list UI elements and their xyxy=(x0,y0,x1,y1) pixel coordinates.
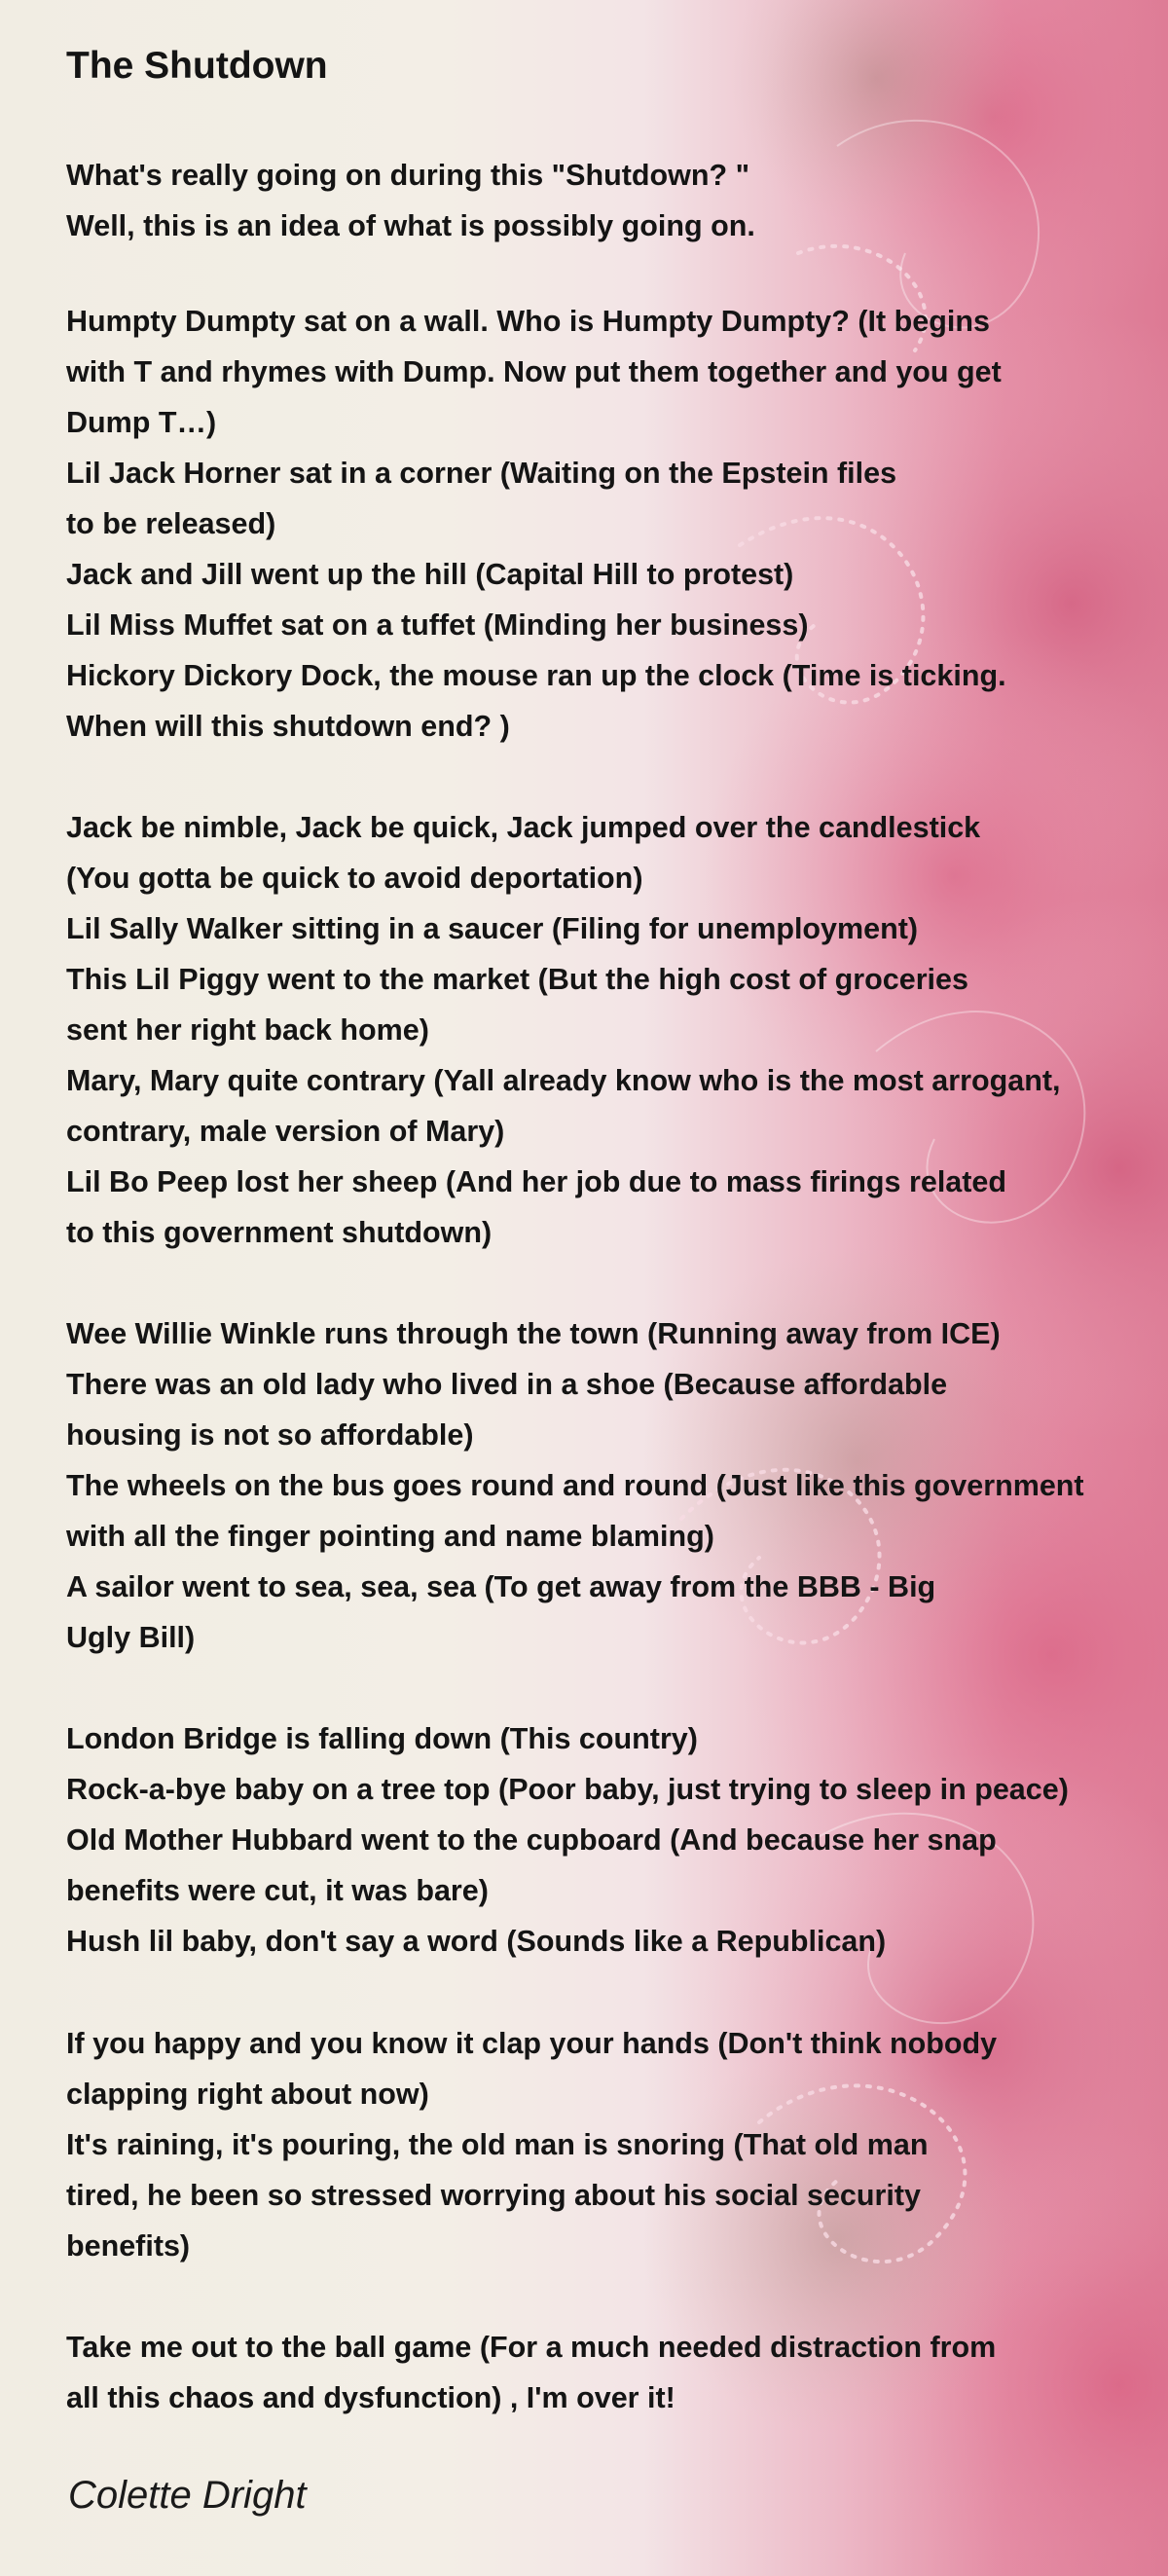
stanza-3 xyxy=(66,802,1161,1258)
poem-line: A sailor went to sea, sea, sea (To get away from the BBB - Big xyxy=(66,1570,936,1603)
poem-line: benefits were cut, it was bare) xyxy=(66,1874,489,1907)
poem-line: Take me out to the ball game (For a much needed distraction from xyxy=(66,2331,997,2364)
poem-author[interactable]: Colette Dright xyxy=(68,2474,307,2517)
poem-line: Ugly Bill) xyxy=(66,1621,196,1654)
poem-line: Well, this is an idea of what is possibly going on. xyxy=(66,209,755,242)
poem-line: If you happy and you know it clap your hands (Don't think nobody xyxy=(66,2027,998,2060)
poem-line: What's really going on during this "Shutdown? " xyxy=(66,159,750,192)
poem-line: sent her right back home) xyxy=(66,1013,429,1047)
poem-line: tired, he been so stressed worrying about his social security xyxy=(66,2179,921,2212)
poem-line: Jack and Jill went up the hill (Capital Hill to protest) xyxy=(66,558,794,591)
poem-line: Dump T…) xyxy=(66,406,217,439)
poem-line: Lil Sally Walker sitting in a saucer (Filing for unemployment) xyxy=(66,912,919,945)
poem-line: There was an old lady who lived in a shoe (Because affordable xyxy=(66,1368,948,1401)
poem-line: Hickory Dickory Dock, the mouse ran up the clock (Time is ticking. xyxy=(66,659,1006,692)
poem-line: London Bridge is falling down (This country) xyxy=(66,1722,698,1755)
poem-line: to be released) xyxy=(66,507,276,540)
stanza-2 xyxy=(66,296,1161,752)
poem-line: contrary, male version of Mary) xyxy=(66,1115,505,1148)
poem-line: Humpty Dumpty sat on a wall. Who is Humpty Dumpty? (It begins xyxy=(66,305,990,338)
poem-line: housing is not so affordable) xyxy=(66,1418,474,1452)
poem-line: Lil Jack Horner sat in a corner (Waiting on the Epstein files xyxy=(66,457,897,490)
stanza-7 xyxy=(66,2322,1161,2423)
poem-line: Old Mother Hubbard went to the cupboard (And because her snap xyxy=(66,1823,997,1857)
stanza-1 xyxy=(66,150,1161,251)
poem-line: to this government shutdown) xyxy=(66,1216,493,1249)
poem-line: The wheels on the bus goes round and round (Just like this government xyxy=(66,1469,1084,1502)
poem-line: Hush lil baby, don't say a word (Sounds like a Republican) xyxy=(66,1925,887,1958)
poem-line: It's raining, it's pouring, the old man is snoring (That old man xyxy=(66,2128,929,2161)
poem-line: clapping right about now) xyxy=(66,2078,429,2111)
poem-line: with all the finger pointing and name blaming) xyxy=(66,1520,714,1553)
poem-line: When will this shutdown end? ) xyxy=(66,710,510,743)
stanza-5 xyxy=(66,1713,1161,1967)
stanza-4 xyxy=(66,1308,1161,1663)
stanza-6 xyxy=(66,2018,1161,2271)
poem-line: This Lil Piggy went to the market (But the high cost of groceries xyxy=(66,963,968,996)
poem-line: with T and rhymes with Dump. Now put them together and you get xyxy=(66,355,1002,388)
poem-line: (You gotta be quick to avoid deportation) xyxy=(66,862,643,895)
poem-line: Mary, Mary quite contrary (Yall already know who is the most arrogant, xyxy=(66,1064,1061,1097)
poem-title: The Shutdown xyxy=(66,45,328,87)
poem-line: Wee Willie Winkle runs through the town (Running away from ICE) xyxy=(66,1317,1001,1350)
poem-line: Jack be nimble, Jack be quick, Jack jumped over the candlestick xyxy=(66,811,981,844)
poem-line: Lil Miss Muffet sat on a tuffet (Minding her business) xyxy=(66,608,809,642)
poem-line: Lil Bo Peep lost her sheep (And her job due to mass firings related xyxy=(66,1165,1007,1198)
poem-line: benefits) xyxy=(66,2229,191,2263)
poem-line: Rock-a-bye baby on a tree top (Poor baby, just trying to sleep in peace) xyxy=(66,1773,1069,1806)
poem-line: all this chaos and dysfunction) , I'm over it! xyxy=(66,2381,675,2414)
